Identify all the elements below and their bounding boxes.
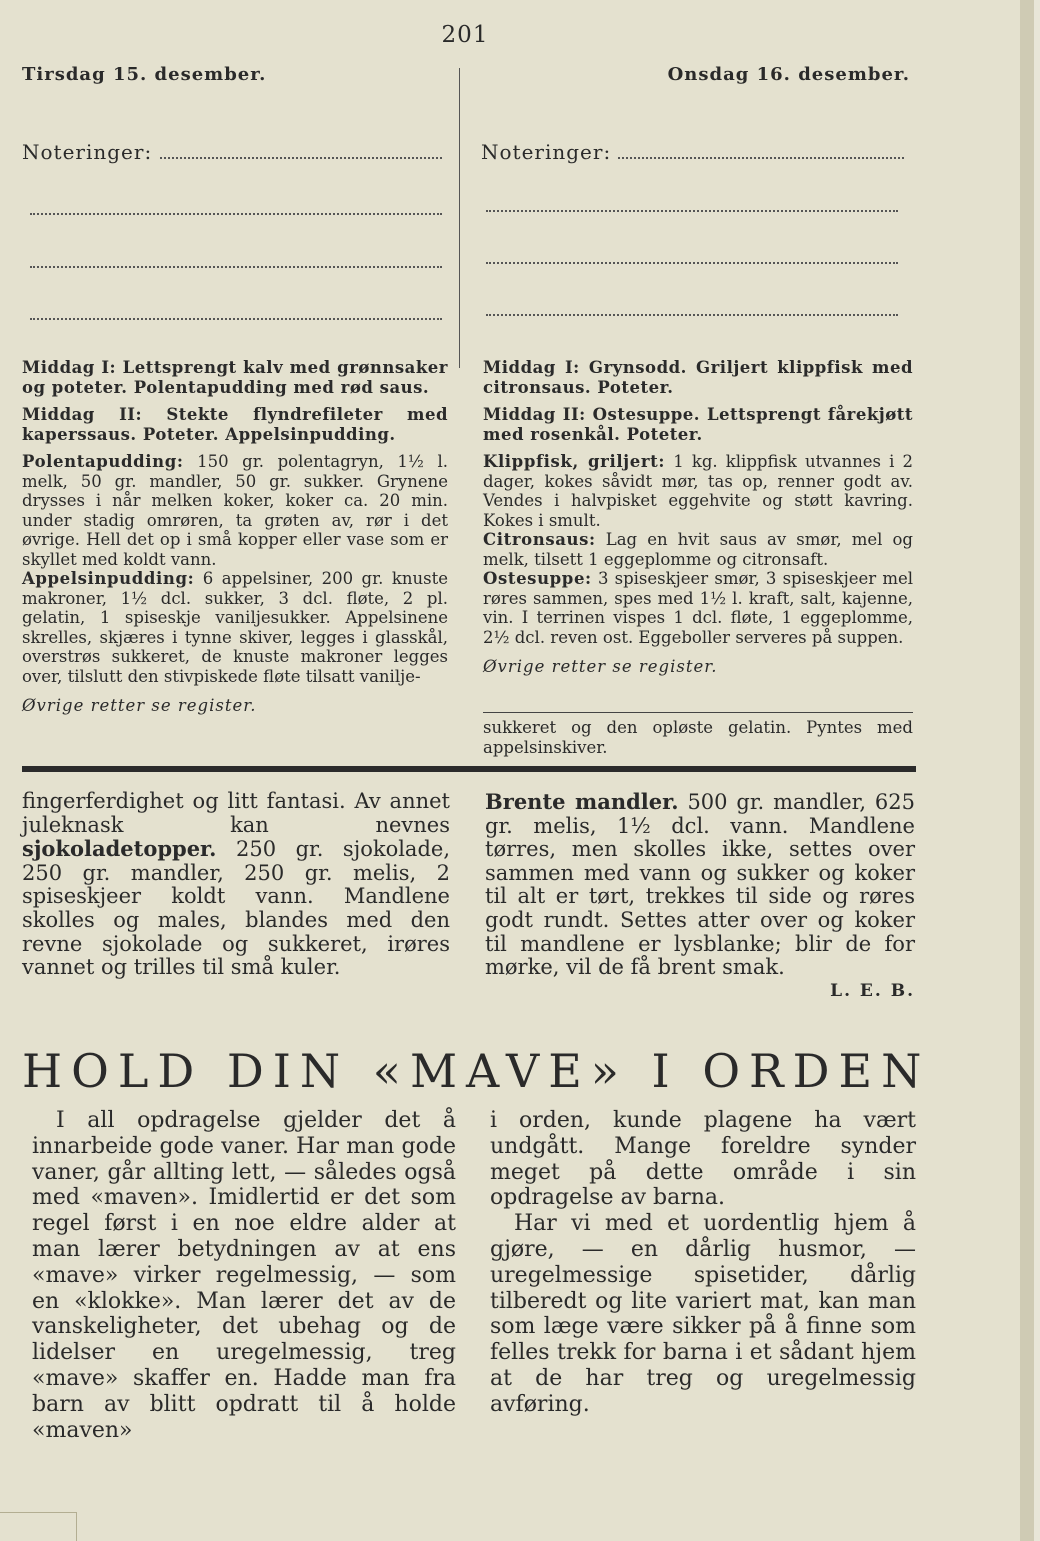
left-day-heading: Tirsdag 15. desember. bbox=[22, 64, 267, 85]
page-edge-shadow bbox=[1020, 0, 1034, 1541]
left-register-note: Øvrige retter se register. bbox=[22, 696, 257, 715]
candy-right-column: Brente mandler. 500 gr. mandler, 625 gr. melis, 1½ dcl. vann. Mandlene tørres, men skolles ikke, settes over sammen med vann og sukker og koker til alt er tørt, trekkes til side og røres godt rundt. Settes atter over og koker til mandlene er lysblanke; blir de for mørke, vil de få brent smak. L. E. B. bbox=[485, 790, 915, 1003]
left-menu-2: Middag II: Stekte flyndrefileter med kaperssaus. Poteter. Appelsinpudding. bbox=[22, 405, 448, 444]
right-notes-line-4 bbox=[486, 312, 898, 316]
page-edge bbox=[1034, 0, 1040, 1541]
right-notes-line-1 bbox=[618, 155, 904, 159]
continuation-rule bbox=[483, 712, 913, 713]
left-notes-line-3 bbox=[30, 264, 442, 268]
right-day-heading: Onsdag 16. desember. bbox=[667, 64, 910, 85]
page-number: 201 bbox=[441, 22, 489, 48]
left-notes-line-1 bbox=[160, 155, 442, 159]
left-notes-label: Noteringer: bbox=[22, 140, 153, 164]
article-headline: HOLD DIN «MAVE» I ORDEN bbox=[22, 1044, 931, 1098]
right-notes-line-3 bbox=[486, 260, 898, 264]
right-notes-label: Noteringer: bbox=[481, 140, 612, 164]
left-menu-1: Middag I: Lettsprengt kalv med grønnsaker og poteter. Polentapudding med rød saus. bbox=[22, 358, 448, 397]
left-notes-line-2 bbox=[30, 211, 442, 215]
section-divider bbox=[22, 766, 916, 772]
right-recipe-column bbox=[483, 358, 913, 677]
page-corner-mark bbox=[0, 1512, 77, 1541]
right-notes-line-2 bbox=[486, 208, 898, 212]
column-divider bbox=[459, 68, 460, 368]
left-recipe-column bbox=[22, 358, 448, 716]
right-menu-1: Middag I: Grynsodd. Griljert klippfisk med citronsaus. Poteter. bbox=[483, 358, 913, 397]
left-recipe-polentapudding: Polentapudding: 150 gr. polentagryn, 1½ l. melk, 50 gr. mandler, 50 gr. sukker. Grynene drysses i når melken koker, koker ca. 20 min. under stadig omrøren, ta grøten av, rør i det øvrige. Hell det op i små kopper eller vase som er skyllet med koldt vann. bbox=[22, 452, 448, 569]
right-recipe-citronsaus: Citronsaus: Lag en hvit saus av smør, mel og melk, tilsett 1 eggeplomme og citronsaft. bbox=[483, 530, 913, 569]
right-register-note: Øvrige retter se register. bbox=[483, 657, 718, 676]
right-recipe-klippfisk: Klippfisk, griljert: 1 kg. klippfisk utvannes i 2 dager, kokes såvidt mør, tas op, renner godt av. Vendes i halvpisket eggehvite og støtt kavring. Kokes i smult. bbox=[483, 452, 913, 530]
left-recipe-appelsinpudding: Appelsinpudding: 6 appelsiner, 200 gr. knuste makroner, 1½ dcl. sukker, 3 dcl. fløte, 2 pl. gelatin, 1 spiseskje vaniljesukker. Appelsinene skrelles, skjæres i tynne skiver, legges i glasskål, overstrøs sukkeret, de knuste makroner legges over, tilslutt den stivpiskede fløte tilsatt vanilje- bbox=[22, 569, 448, 686]
continuation-text: sukkeret og den opløste gelatin. Pyntes med appelsinskiver. bbox=[483, 718, 913, 757]
left-notes-line-4 bbox=[30, 316, 442, 320]
candy-left-column: fingerferdighet og litt fantasi. Av annet juleknask kan nevnes sjokoladetopper. 250 gr. sjokolade, 250 gr. mandler, 250 gr. melis, 2 spiseskjeer koldt vann. Mandlene skolles og males, blandes med den revne sjokolade og sukkeret, irøres vannet og trilles til små kuler. bbox=[22, 789, 450, 980]
article-right-column: i orden, kunde plagene ha vært undgått. Mange foreldre synder meget på dette område i sin opdragelse av barna. Har vi med et uordentlig hjem å gjøre, — en dårlig husmor, — uregelmessige spisetider, dårlig tilberedt og lite variert mat, kan man som læge være sikker på å finne som felles trekk for barna i et sådant hjem at de har treg og uregelmessig avføring. bbox=[490, 1108, 916, 1417]
right-menu-2: Middag II: Ostesuppe. Lettsprengt fårekjøtt med rosenkål. Poteter. bbox=[483, 405, 913, 444]
author-signature: L. E. B. bbox=[830, 980, 915, 1001]
article-left-column: I all opdragelse gjelder det å innarbeide gode vaner. Har man gode vaner, går allting lett, — således også med «maven». Imidlertid er det som regel først i en noe eldre alder at man lærer betydningen av at ens «mave» virker regelmessig, — som en «klokke». Man lærer det av de vanskeligheter, det ubehag og de lidelser en uregelmessig, treg «mave» skaffer en. Hadde man fra barn av blitt opdratt til å holde «maven» bbox=[32, 1108, 456, 1443]
right-recipe-ostesuppe: Ostesuppe: 3 spiseskjeer smør, 3 spiseskjeer mel røres sammen, spes med 1½ l. kraft, salt, kajenne, vin. I terrinen vispes 1 dcl. fløte, 1 eggeplomme, 2½ dcl. reven ost. Eggeboller serveres på suppen. bbox=[483, 569, 914, 647]
